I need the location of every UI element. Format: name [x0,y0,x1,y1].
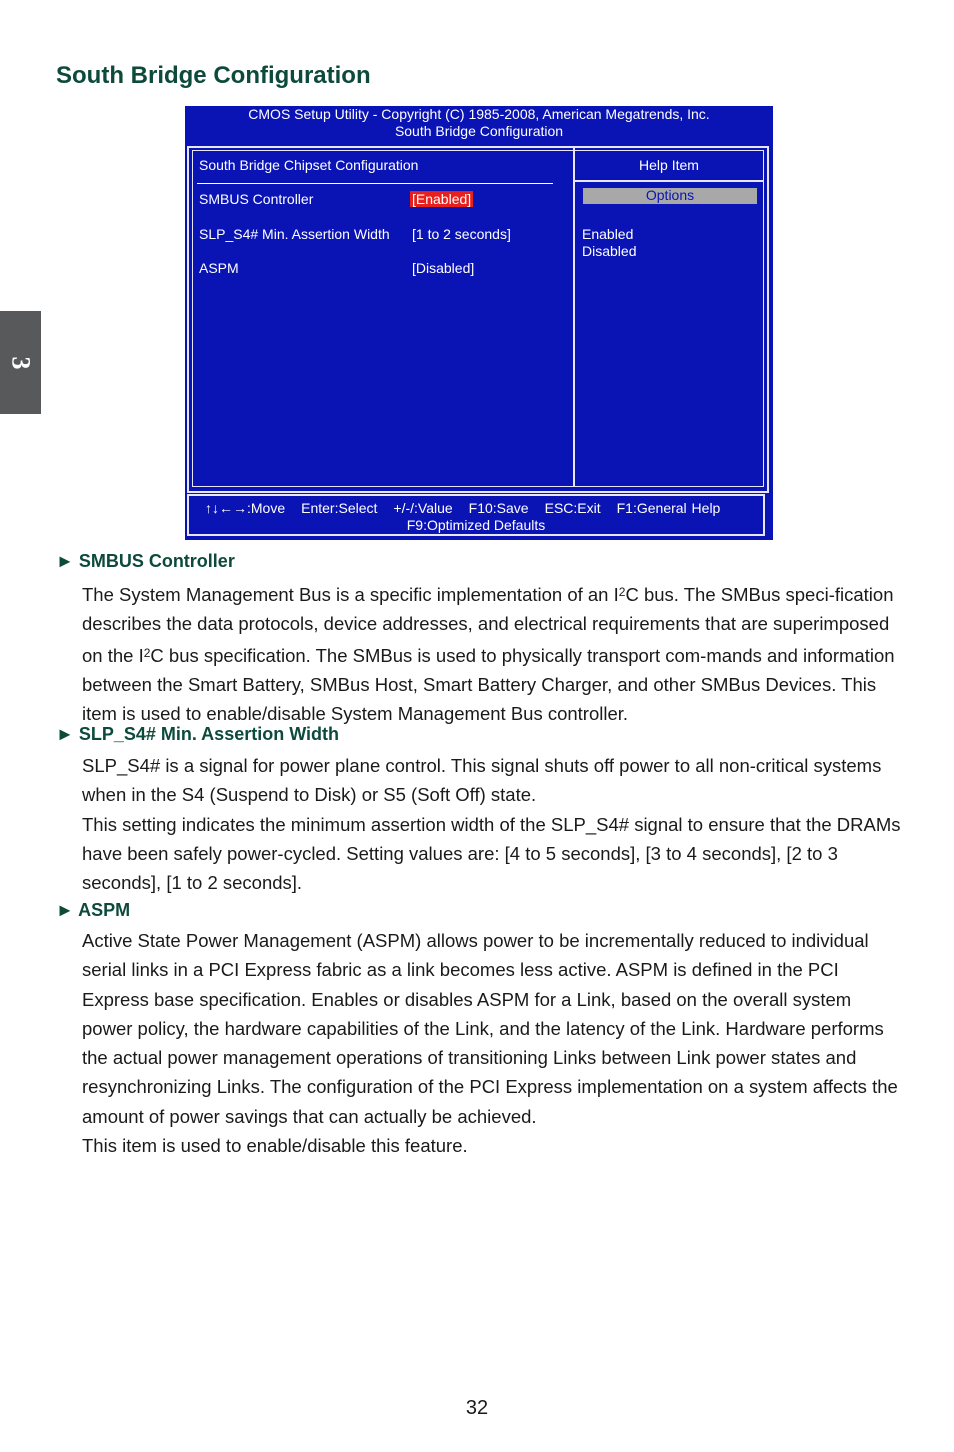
aspm-paragraph-1: Active State Power Management (ASPM) allows power to be incrementally reduced to individual serial links in a PCI Express fabric as a link becomes less active. ASPM is defined in the PCI Express base specification. Enables or disables ASPM for a Link, based on the overall system power policy, the hardware capabilities of the Link, and the latency of the Link. Hardware performs the actual power management operations of transitioning Links between Link power states and resynchronizing Links. The configuration of the PCI Express implementation on a system affects the amount of power savings that can actually be achieved. [82,930,898,1127]
option-disabled[interactable]: Disabled [582,243,637,259]
key-exit: ESC:Exit [544,500,601,516]
aspm-heading: ► ASPM [56,900,131,920]
key-value: +/-/:Value [393,500,453,516]
chapter-tab [0,311,41,414]
slp-s4-paragraph-2: This setting indicates the minimum assertion width of the SLP_S4# signal to ensure that the DRAMs have been safely power-cycled. Setting values are: [4 to 5 seconds], [3 to 4 seconds], [2 to 3 seconds], [1 to 2 seconds]. [82,813,901,894]
bios-footer [187,494,765,536]
help-separator [575,180,763,182]
aspm-paragraph-2: This item is used to enable/disable this feature. [82,1135,468,1157]
help-item-title: Help Item [639,157,699,173]
key-defaults: F9:Optimized Defaults [406,517,546,533]
slp-s4-heading: ► SLP_S4# Min. Assertion Width [56,724,340,744]
page-number: 32 [465,1397,489,1419]
setting-value-aspm[interactable]: [Disabled] [412,260,475,276]
aspm-description [82,926,902,1160]
setting-value-smbus[interactable]: [Enabled] [412,191,472,207]
key-move: ↑↓←→:Move [205,500,286,516]
key-help: F1:General Help [616,500,721,516]
smbus-description: The System Management Bus is a specific implementation of an $I^2C$ bus. The SMBus speci-fication describes the data protocols, device addresses, and electrical requirements that are superimposed on the $I^2C$ bus specification. The SMBus is used to physically transport com-mands and information between the Smart Battery, SMBus Host, Smart Battery Charger, and other SMBus Devices. This item is used to enable/disable System Management Bus controller. [82,584,895,725]
slp-s4-paragraph-1: SLP_S4# is a signal for power plane control. This signal shuts off power to all non-critical systems when in the S4 (Suspend to Disk) or S5 (Soft Off) state. [82,755,882,806]
setting-label-smbus[interactable]: SMBUS Controller [199,191,314,207]
options-header: Options [583,188,757,204]
bios-screenshot [185,106,773,540]
section-separator [197,183,553,184]
smbus-heading: ► SMBUS Controller [56,551,235,571]
setting-value-slp-s4[interactable]: [1 to 2 seconds] [412,226,511,242]
setting-label-aspm[interactable]: ASPM [199,260,239,276]
chapter-number: 3 [6,356,36,369]
key-enter: Enter:Select [301,500,378,516]
panel-divider [573,148,575,487]
section-title: South Bridge Chipset Configuration [199,157,419,173]
page-title: South Bridge Configuration [56,62,371,89]
bios-screen-title: South Bridge Configuration [394,123,564,139]
bios-header [185,106,773,140]
key-save: F10:Save [468,500,529,516]
slp-s4-description [82,751,902,897]
setting-label-slp-s4[interactable]: SLP_S4# Min. Assertion Width [199,226,390,242]
option-enabled[interactable]: Enabled [582,226,634,242]
bios-copyright: CMOS Setup Utility - Copyright (C) 1985-2008, American Megatrends, Inc. [248,106,710,122]
